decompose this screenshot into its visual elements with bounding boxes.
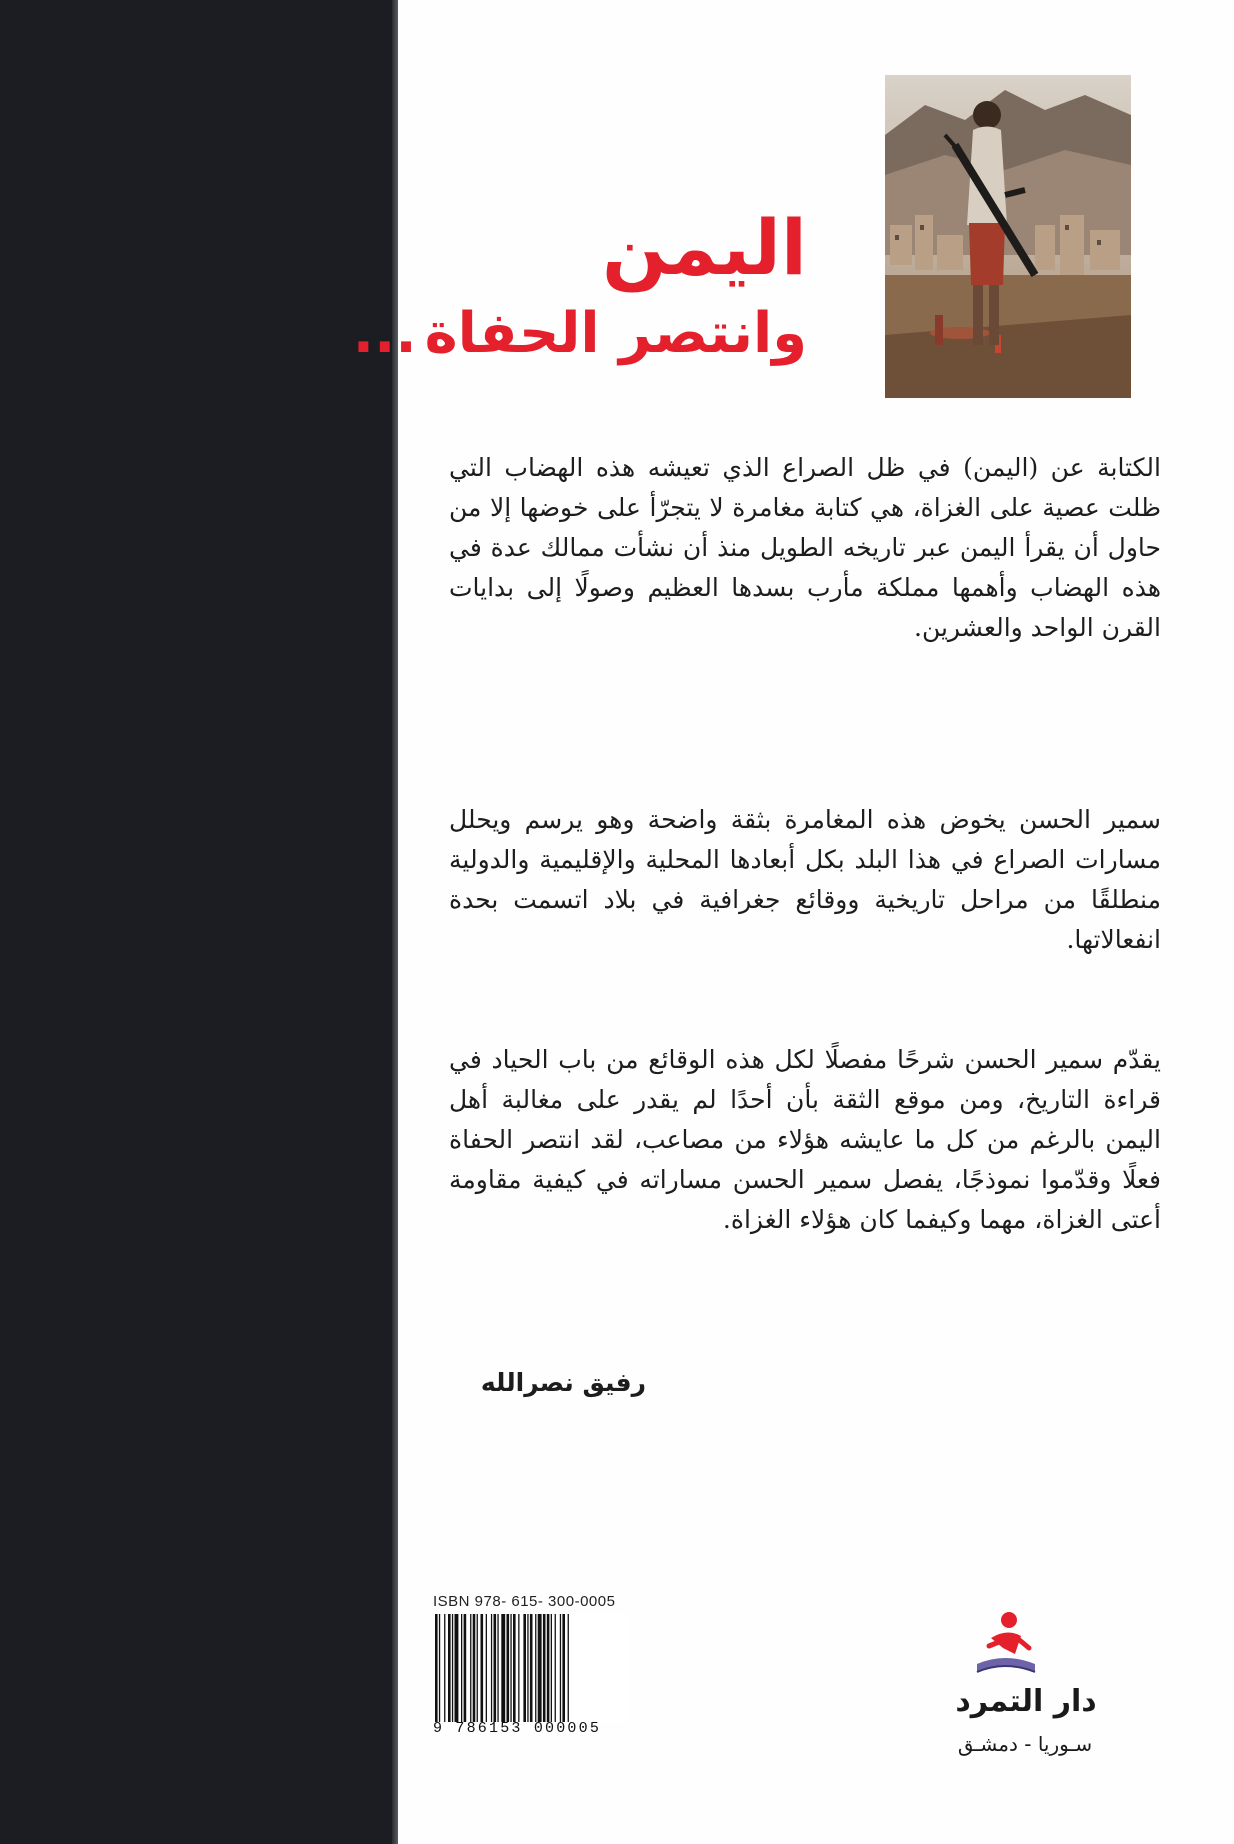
title-line-1: اليمن	[602, 203, 807, 292]
publisher-location: سـوريا - دمشـق	[957, 1732, 1093, 1756]
barcode	[433, 1614, 627, 1722]
blurb-paragraph-2: سمير الحسن يخوض هذه المغامرة بثقة واضحة وهو يرسم ويحلل مسارات الصراع في هذا البلد بكل أبعادها المحلية والإقليمية والدولية منطلقًا من مراحل تاريخية ووقائع جغرافية في بلاد اتسمت بحدة انفعالاتها.	[449, 805, 1161, 954]
title-line-2-text: وانتصر الحفاة	[424, 301, 807, 366]
barcode-digits: 9 786153 000005	[433, 1720, 602, 1737]
blurb-paragraph-3: يقدّم سمير الحسن شرحًا مفصلًا لكل هذه الوقائع من باب الحياد في قراءة التاريخ، ومن موقع الثقة بأن أحدًا لم يقدر على مغالبة أهل اليمن بالرغم من كل ما عايشه هؤلاء من مصاعب، لقد انتصر الحفاة فعلًا وقدّموا نموذجًا، يفصل سمير الحسن مساراته في كيفية مقاومة أعتى الغزاة، مهما وكيفما كان هؤلاء الغزاة.	[449, 1045, 1161, 1234]
blurb-signature: رفيق نصرالله	[480, 1368, 646, 1397]
title-line-2	[353, 296, 807, 372]
runner-book-icon	[969, 1608, 1043, 1686]
isbn-label: ISBN 978- 615- 300-0005	[433, 1593, 616, 1610]
blurb-paragraph-1: الكتابة عن (اليمن) في ظل الصراع الذي تعيشه هذه الهضاب التي ظلت عصية على الغزاة، هي كتابة مغامرة لا يتجرّأ على خوضها إلا من حاول أن يقرأ اليمن عبر تاريخه الطويل منذ أن نشأت ممالك عدة في هذه الهضاب وأهمها مملكة مأرب بسدها العظيم وصولًا إلى بدايات القرن الواحد والعشرين.	[449, 453, 1161, 642]
book-title	[353, 200, 807, 372]
cover-photo	[885, 75, 1131, 398]
title-ellipsis: ...	[352, 301, 417, 366]
dark-spine	[0, 0, 396, 1844]
publisher-name: دار التمرد	[955, 1684, 1097, 1719]
